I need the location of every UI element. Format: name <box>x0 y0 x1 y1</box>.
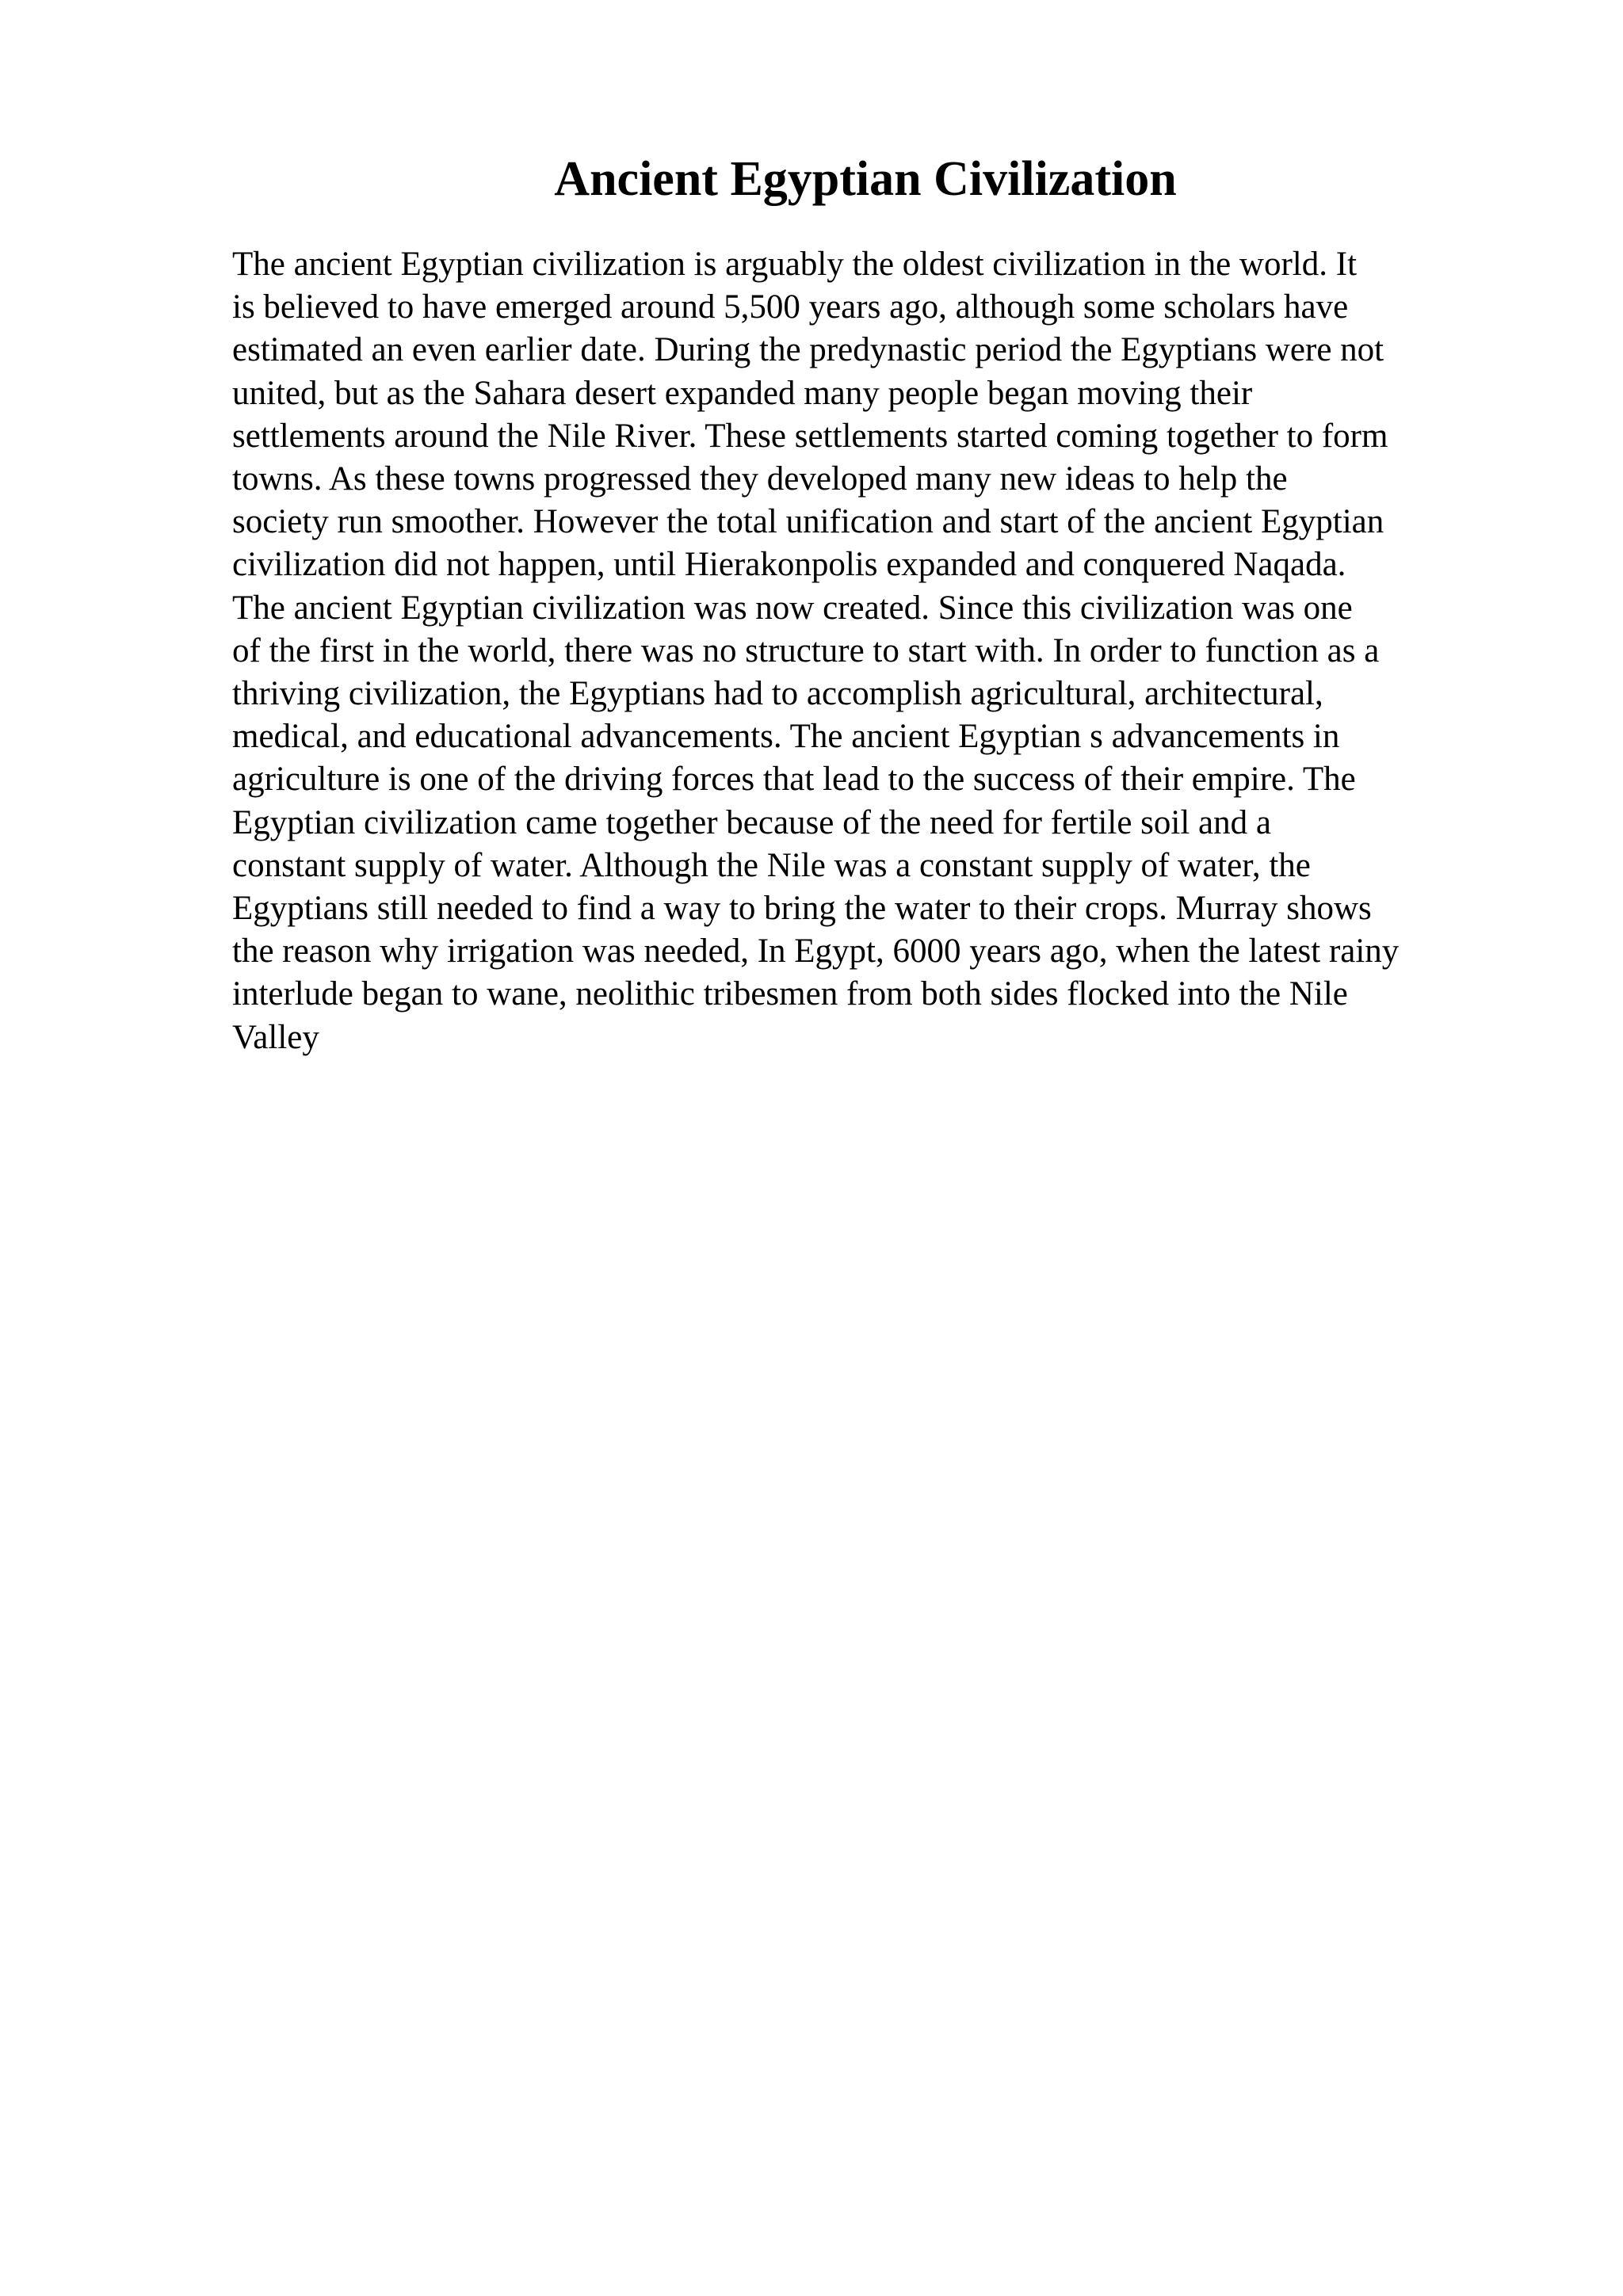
body-paragraph <box>232 243 1623 1059</box>
paragraph-line: Valley <box>232 1018 319 1056</box>
paragraph-line: united, but as the Sahara desert expanded many people began moving their <box>232 374 1253 412</box>
paragraph-line: of the first in the world, there was no structure to start with. In order to function as a <box>232 631 1380 669</box>
paragraph-line: society run smoother. However the total unification and start of the ancient Egyptian <box>232 503 1384 541</box>
paragraph-line: The ancient Egyptian civilization is arguably the oldest civilization in the world. It <box>232 246 1358 283</box>
paragraph-line: settlements around the Nile River. These settlements started coming together to form <box>232 417 1388 455</box>
paragraph-line: medical, and educational advancements. The ancient Egyptian s advancements in <box>232 718 1340 756</box>
paragraph-line: agriculture is one of the driving forces that lead to the success of their empire. The <box>232 761 1356 799</box>
document-title: Ancient Egyptian Civilization <box>554 152 1177 206</box>
paragraph-line: towns. As these towns progressed they developed many new ideas to help the <box>232 460 1288 498</box>
paragraph-line: the reason why irrigation was needed, In Egypt, 6000 years ago, when the latest rainy <box>232 933 1400 971</box>
paragraph-line: thriving civilization, the Egyptians had to accomplish agricultural, architectural, <box>232 675 1323 713</box>
paragraph-line: estimated an even earlier date. During the predynastic period the Egyptians were not <box>232 331 1384 369</box>
paragraph-line: Egyptian civilization came together because of the need for fertile soil and a <box>232 803 1271 841</box>
paragraph-line: The ancient Egyptian civilization was now created. Since this civilization was one <box>232 589 1353 627</box>
paragraph-line: constant supply of water. Although the Nile was a constant supply of water, the <box>232 846 1311 884</box>
paragraph-line: interlude began to wane, neolithic tribesmen from both sides flocked into the Nile <box>232 975 1348 1013</box>
paragraph-line: civilization did not happen, until Hierakonpolis expanded and conquered Naqada. <box>232 546 1346 584</box>
paragraph-line: Egyptians still needed to find a way to bring the water to their crops. Murray shows <box>232 890 1372 928</box>
paragraph-line: is believed to have emerged around 5,500 years ago, although some scholars have <box>232 288 1349 326</box>
